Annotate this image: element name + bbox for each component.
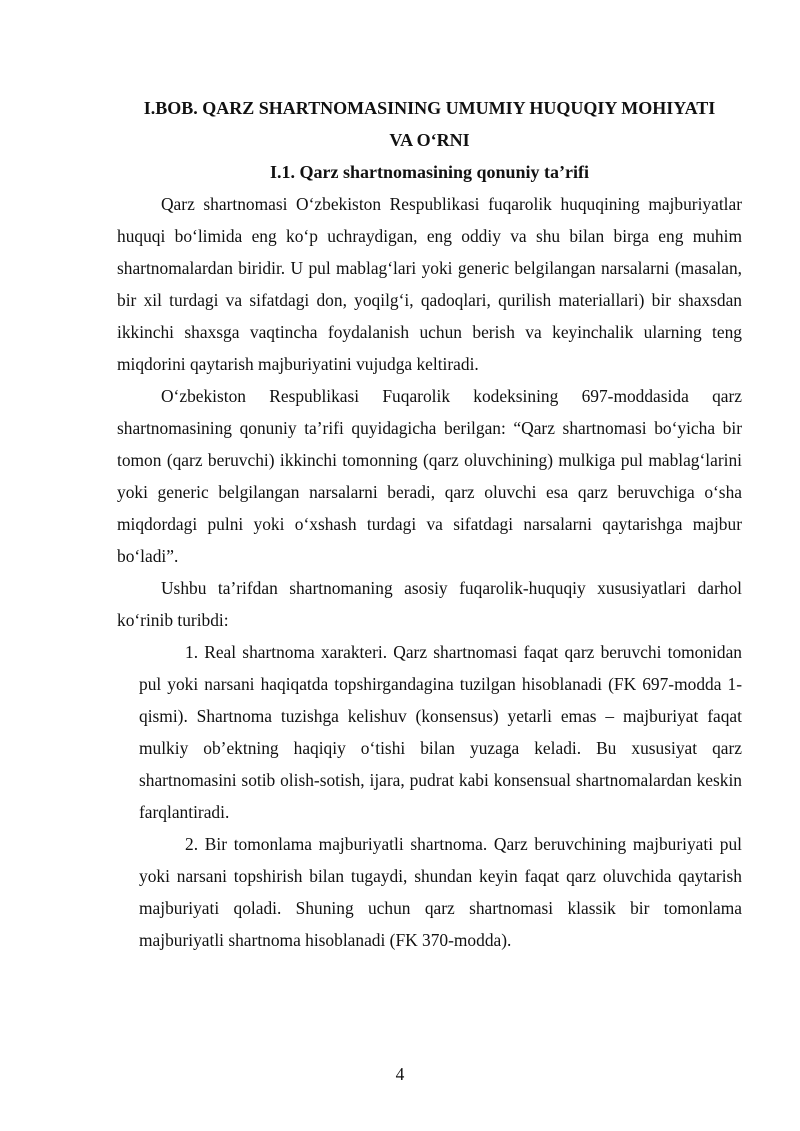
section-title: I.1. Qarz shartnomasining qonuniy ta’rifi (269, 162, 590, 182)
chapter-title-line-2: VA O‘RNI (389, 130, 470, 150)
page-number: 4 (395, 1064, 405, 1084)
list-item-2: 2. Bir tomonlama majburiyatli shartnoma. Qarz beruvchining majburiyati pul yoki narsani topshirish bilan tugaydi, shundan keyin faqat qarz oluvchida qaytarish majburiyati qoladi. Shuning uchun qarz shartnomasi klassik bir tomonlama majburiyatli shartnoma hisoblanadi (FK 370-modda). (139, 834, 742, 950)
numbered-list (117, 636, 742, 956)
body-paragraph-2: O‘zbekiston Respublikasi Fuqarolik kodeksining 697-moddasida qarz shartnomasining qonuniy ta’rifi quyidagicha berilgan: “Qarz shartnomasi bo‘yicha bir tomon (qarz beruvchi) ikkinchi tomonning (qarz oluvchining) mulkiga pul mablag‘larini yoki generic belgilangan narsalarni beradi, qarz oluvchi esa qarz beruvchiga o‘sha miqdordagi pulni yoki o‘xshash turdagi va sifatdagi narsalarni qaytarishga majbur bo‘ladi”. (117, 386, 742, 566)
chapter-title (117, 92, 742, 156)
chapter-title-line-1: I.BOB. QARZ SHARTNOMASINING UMUMIY HUQUQIY MOHIYATI (143, 98, 716, 118)
body-paragraph-1: Qarz shartnomasi O‘zbekiston Respublikasi fuqarolik huquqining majburiyatlar huquqi bo‘limida eng ko‘p uchraydigan, eng oddiy va shu bilan birga eng muhim shartnomalardan biridir. U pul mablag‘lari yoki generic belgilangan narsalarni (masalan, bir xil turdagi va sifatdagi don, yoqilg‘i, qadoqlari, qurilish materiallari) bir shaxsdan ikkinchi shaxsga vaqtincha foydalanish uchun berish va keyinchalik ularning teng miqdorini qaytarish majburiyatini vujudga keltiradi. (117, 194, 742, 374)
page-body (117, 92, 742, 956)
list-item-1: 1. Real shartnoma xarakteri. Qarz shartnomasi faqat qarz beruvchi tomonidan pul yoki narsani haqiqatda topshirgandagina tuzilgan hisoblanadi (FK 697-modda 1-qismi). Shartnoma tuzishga kelishuv (konsensus) yetarli emas – majburiyat faqat mulkiy ob’ektning haqiqiy o‘tishi bilan yuzaga keladi. Bu xususiyat qarz shartnomasini sotib olish-sotish, ijara, pudrat kabi konsensual shartnomalardan keskin farqlantiradi. (139, 642, 742, 822)
body-paragraph-3: Ushbu ta’rifdan shartnomaning asosiy fuqarolik-huquqiy xususiyatlari darhol ko‘rinib turibdi: (117, 578, 742, 630)
